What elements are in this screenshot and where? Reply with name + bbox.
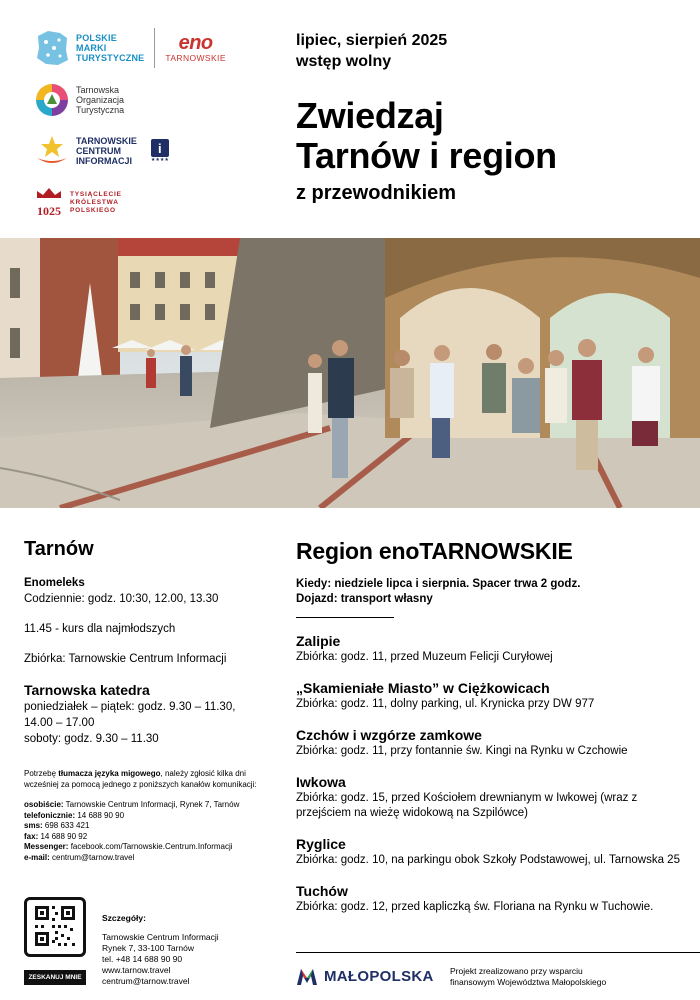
route-desc: Zbiórka: godz. 10, na parkingu obok Szkoły Podstawowej, ul. Tarnowska 25 bbox=[296, 854, 680, 866]
katedra-title: Tarnowska katedra bbox=[24, 682, 150, 698]
meeting-point: Zbiórka: Tarnowskie Centrum Informacji bbox=[24, 653, 227, 665]
katedra-line-1: poniedziałek – piątek: godz. 9.30 – 11.30, bbox=[24, 701, 236, 713]
project-funding-note bbox=[450, 966, 606, 988]
route-item bbox=[296, 773, 686, 821]
contact-label: fax: bbox=[24, 831, 39, 841]
route-name: Iwkowa bbox=[296, 774, 346, 790]
tys-line-2: KRÓLESTWA bbox=[70, 198, 119, 206]
stars-rating: ★★★★ bbox=[150, 157, 169, 163]
logo-divider bbox=[154, 28, 155, 68]
details-contact bbox=[102, 913, 272, 987]
hero-photo-guided-tour bbox=[0, 238, 700, 508]
tys-line-3: POLSKIEGO bbox=[70, 206, 116, 214]
info-badge-icon: i bbox=[151, 139, 169, 157]
contact-item bbox=[24, 853, 274, 864]
details-line-2: Rynek 7, 33-100 Tarnów bbox=[102, 943, 194, 953]
tot-emblem-icon bbox=[34, 82, 70, 118]
route-item bbox=[296, 726, 686, 759]
contact-value: 14 688 90 92 bbox=[38, 831, 88, 841]
title-line-1: Zwiedzaj bbox=[296, 95, 444, 136]
route-item bbox=[296, 679, 686, 712]
tci-line-1: TARNOWSKIE bbox=[76, 136, 137, 146]
poland-map-icon bbox=[34, 28, 70, 68]
region-transport: Dojazd: transport własny bbox=[296, 593, 433, 605]
route-item bbox=[296, 835, 686, 868]
page-title bbox=[296, 96, 557, 176]
tarnow-heading: Tarnów bbox=[24, 538, 94, 560]
contact-label: osobiście: bbox=[24, 800, 64, 809]
logo-row-top bbox=[34, 28, 244, 68]
malopolska-m-icon bbox=[296, 966, 318, 986]
contact-label: telefonicznie: bbox=[24, 810, 76, 820]
tot-line-3: Turystyczna bbox=[76, 105, 125, 115]
eno-tarnowskie-logo bbox=[165, 33, 226, 63]
tysiaclecie-krolestwa-polskiego-logo bbox=[34, 186, 244, 219]
project-line-1: Projekt zrealizowano przy wsparciu bbox=[450, 966, 583, 976]
katedra-line-2: 14.00 – 17.00 bbox=[24, 717, 95, 729]
pmt-line-3: TURYSTYCZNE bbox=[76, 53, 145, 63]
title-line-2: Tarnów i region bbox=[296, 135, 557, 176]
region-section bbox=[296, 538, 686, 915]
page-subtitle: z przewodnikiem bbox=[296, 182, 457, 204]
details-website-link[interactable]: www.tarnow.travel bbox=[102, 965, 171, 975]
region-meta bbox=[296, 577, 686, 607]
event-dates: lipiec, sierpień 2025 bbox=[296, 32, 448, 49]
tour-group-photo bbox=[0, 238, 700, 508]
region-when: Kiedy: niedziele lipca i sierpnia. Spacer trwa 2 godz. bbox=[296, 578, 581, 590]
section-rule bbox=[296, 617, 394, 618]
tarnowskie-centrum-informacji-logo bbox=[34, 134, 244, 168]
details-line-1: Tarnowskie Centrum Informacji bbox=[102, 932, 219, 942]
contact-label: e-mail: bbox=[24, 852, 50, 862]
contact-value: 698 633 421 bbox=[42, 821, 90, 830]
scan-me-label: ZESKANUJ MNIE bbox=[24, 970, 86, 985]
sign-language-note bbox=[24, 769, 274, 790]
kids-course: 11.45 - kurs dla najmłodszych bbox=[24, 623, 176, 635]
footer-rule bbox=[296, 952, 700, 953]
sign-note-bold: tłumacza języka migowego bbox=[58, 769, 161, 778]
route-name: Tuchów bbox=[296, 883, 348, 899]
route-item bbox=[296, 632, 686, 665]
route-desc: Zbiórka: godz. 11, przed Muzeum Felicji Curyłowej bbox=[296, 651, 553, 663]
route-desc: Zbiórka: godz. 12, przed kapliczką św. Floriana na Rynku w Tuchowie. bbox=[296, 901, 654, 913]
route-name: Ryglice bbox=[296, 836, 346, 852]
details-email-link[interactable]: centrum@tarnow.travel bbox=[102, 976, 190, 986]
partner-logos bbox=[34, 28, 244, 219]
contact-value: 14 688 90 90 bbox=[75, 810, 125, 820]
contact-label: sms: bbox=[24, 821, 43, 830]
route-name: Zalipie bbox=[296, 633, 341, 649]
tci-star-emblem-icon bbox=[34, 134, 70, 168]
crown-icon bbox=[34, 187, 64, 199]
project-line-2: finansowym Województwa Małopolskiego bbox=[450, 977, 607, 987]
malopolska-word: MAŁOPOLSKA bbox=[324, 967, 434, 985]
sign-note-pre: Potrzebę bbox=[24, 769, 59, 778]
route-name: „Skamieniałe Miasto” w Ciężkowicach bbox=[296, 680, 550, 696]
eno-sub: TARNOWSKIE bbox=[165, 53, 226, 63]
details-phone: tel. +48 14 688 90 90 bbox=[102, 954, 183, 964]
tot-line-1: Tarnowska bbox=[76, 85, 120, 95]
header bbox=[296, 30, 557, 205]
contact-value: facebook.com/Tarnowskie.Centrum.Informacji bbox=[68, 842, 233, 851]
contact-item bbox=[24, 842, 274, 853]
contact-item bbox=[24, 832, 274, 843]
polskie-marki-turystyczne-logo bbox=[34, 28, 144, 68]
details-heading: Szczegóły: bbox=[102, 913, 146, 923]
qr-code[interactable] bbox=[24, 897, 86, 957]
contact-item bbox=[24, 811, 274, 822]
tci-line-3: INFORMACJI bbox=[76, 156, 132, 166]
tarnowska-organizacja-turystyczna-logo bbox=[34, 82, 244, 118]
tarnow-section bbox=[24, 538, 274, 863]
contact-value: centrum@tarnow.travel bbox=[49, 852, 135, 862]
malopolska-logo bbox=[296, 966, 434, 986]
contact-item bbox=[24, 821, 274, 832]
tot-line-2: Organizacja bbox=[76, 95, 125, 105]
route-desc: Zbiórka: godz. 11, przy fontannie św. Kingi na Rynku w Czchowie bbox=[296, 745, 628, 757]
eno-word: eno bbox=[178, 32, 213, 54]
tys-year: 1025 bbox=[37, 204, 61, 218]
katedra-line-3: soboty: godz. 9.30 – 11.30 bbox=[24, 733, 159, 745]
region-heading: Region enoTARNOWSKIE bbox=[296, 538, 573, 564]
contact-list bbox=[24, 800, 274, 863]
sign-note-post: , należy zgłosić kilka dni wcześniej za pomocą jednego z poniższych kanałów komunikacji: bbox=[24, 769, 257, 789]
route-item bbox=[296, 882, 686, 915]
contact-label: Messenger: bbox=[24, 842, 69, 851]
contact-item bbox=[24, 800, 274, 811]
pmt-line-1: POLSKIE bbox=[76, 33, 117, 43]
route-name: Czchów i wzgórze zamkowe bbox=[296, 727, 482, 743]
free-entry: wstęp wolny bbox=[296, 53, 392, 70]
tci-line-2: CENTRUM bbox=[76, 146, 121, 156]
contact-value: Tarnowskie Centrum Informacji, Rynek 7, Tarnów bbox=[63, 800, 240, 809]
pmt-line-2: MARKI bbox=[76, 43, 107, 53]
enomeleks-hours: Codziennie: godz. 10:30, 12.00, 13.30 bbox=[24, 593, 219, 605]
route-desc: Zbiórka: godz. 15, przed Kościołem drewnianym w Iwkowej (wraz z przejściem na wieżę widokową na Szpilówce) bbox=[296, 792, 638, 819]
route-desc: Zbiórka: godz. 11, dolny parking, ul. Krynicka przy DW 977 bbox=[296, 698, 595, 710]
tys-line-1: TYSIĄCLECIE bbox=[70, 190, 122, 198]
enomeleks-title: Enomeleks bbox=[24, 577, 85, 589]
qr-code-icon bbox=[27, 900, 83, 954]
